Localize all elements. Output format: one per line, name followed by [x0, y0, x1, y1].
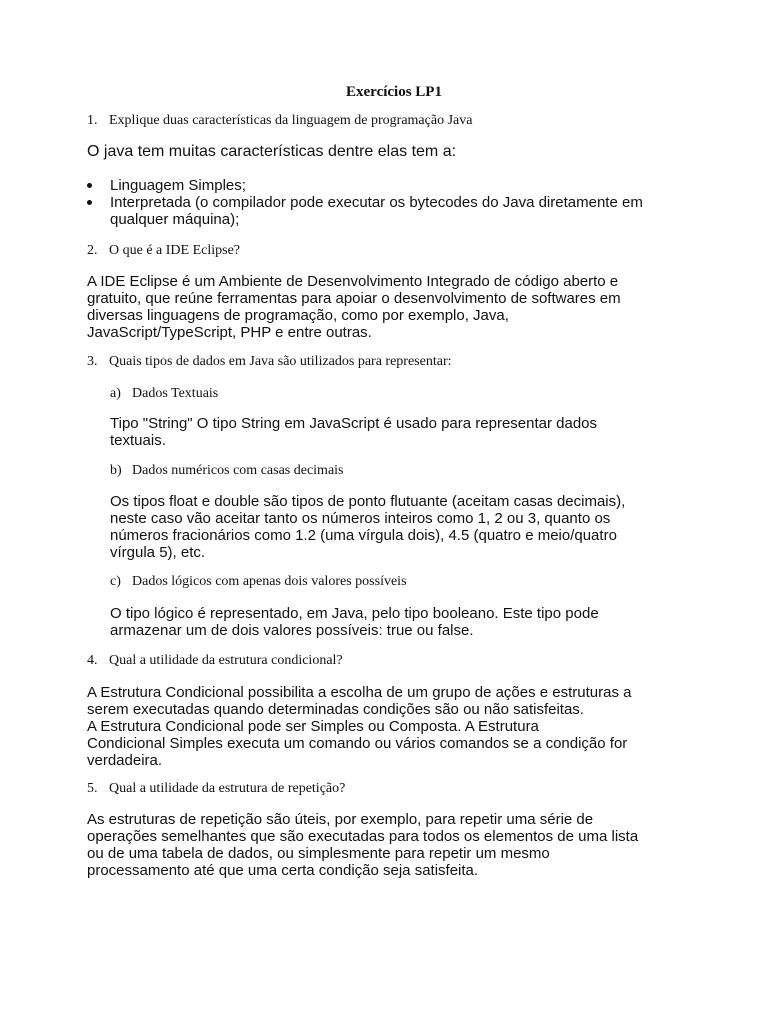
question-1-number: 1. [87, 113, 98, 128]
bullet-line: qualquer máquina); [110, 211, 240, 228]
answer-1-bullet-list [87, 177, 643, 228]
bullet-line: Interpretada (o compilador pode executar os bytecodes do Java diretamente em [110, 194, 643, 211]
answer-line: ou de uma tabela de dados, ou simplesmente para repetir um mesmo [87, 845, 550, 862]
answer-line: JavaScript/TypeScript, PHP e entre outras. [87, 324, 372, 341]
answer-line: armazenar um de dois valores possíveis: true ou false. [110, 622, 474, 639]
subquestion-3c-text: Dados lógicos com apenas dois valores possíveis [132, 574, 407, 589]
question-1 [87, 112, 472, 130]
answer-line: operações semelhantes que são executadas para todos os elementos de uma lista [87, 828, 639, 845]
question-2-text: O que é a IDE Eclipse? [109, 243, 240, 258]
question-3 [87, 353, 452, 371]
answer-1-intro: O java tem muitas características dentre elas tem a: [87, 143, 457, 160]
question-5 [87, 780, 345, 798]
subquestion-3a [110, 385, 218, 403]
answer-line: A Estrutura Condicional possibilita a escolha de um grupo de ações e estruturas a [87, 684, 632, 701]
bullet-item [87, 194, 643, 228]
question-1-text: Explique duas características da linguagem de programação Java [109, 113, 473, 128]
question-4-number: 4. [87, 653, 98, 668]
answer-line: As estruturas de repetição são úteis, por exemplo, para repetir uma série de [87, 811, 594, 828]
answer-4 [87, 684, 631, 769]
answer-3b [110, 493, 625, 561]
answer-line: serem executadas quando determinadas condições são ou não satisfeitas. [87, 701, 584, 718]
bullet-item [87, 177, 643, 194]
bullet-line: Linguagem Simples; [110, 177, 246, 194]
answer-5 [87, 811, 638, 879]
answer-line: gratuito, que reúne ferramentas para apoiar o desenvolvimento de softwares em [87, 290, 621, 307]
subquestion-3a-label: a) [110, 386, 121, 401]
subquestion-3b-text: Dados numéricos com casas decimais [132, 463, 344, 478]
answer-line: processamento até que uma certa condição seja satisfeita. [87, 862, 479, 879]
answer-line: O tipo lógico é representado, em Java, pelo tipo booleano. Este tipo pode [110, 605, 599, 622]
question-2-number: 2. [87, 243, 98, 258]
bullet-icon [87, 183, 92, 188]
subquestion-3c [110, 573, 407, 591]
answer-line: textuais. [110, 432, 166, 449]
subquestion-3b [110, 462, 344, 480]
question-4-text: Qual a utilidade da estrutura condicional? [109, 653, 343, 668]
answer-2 [87, 273, 621, 341]
answer-3c [110, 605, 599, 639]
answer-line: números fracionários como 1.2 (uma vírgula dois), 4.5 (quatro e meio/quatro [110, 527, 617, 544]
bullet-icon [87, 200, 92, 205]
answer-line: Os tipos float e double são tipos de ponto flutuante (aceitam casas decimais), [110, 493, 626, 510]
answer-line: neste caso vão aceitar tanto os números inteiros como 1, 2 ou 3, quanto os [110, 510, 611, 527]
answer-line: diversas linguagens de programação, como por exemplo, Java, [87, 307, 509, 324]
question-3-number: 3. [87, 354, 98, 369]
answer-line: Tipo "String" O tipo String em JavaScript é usado para representar dados [110, 415, 598, 432]
question-3-text: Quais tipos de dados em Java são utilizados para representar: [109, 354, 452, 369]
subquestion-3a-text: Dados Textuais [132, 386, 219, 401]
answer-line: verdadeira. [87, 752, 163, 769]
answer-line: vírgula 5), etc. [110, 544, 206, 561]
answer-line: A IDE Eclipse é um Ambiente de Desenvolvimento Integrado de código aberto e [87, 273, 619, 290]
answer-line: A Estrutura Condicional pode ser Simples ou Composta. A Estrutura [87, 718, 539, 735]
question-2 [87, 242, 240, 260]
question-4 [87, 652, 343, 670]
document-title: Exercícios LP1 [346, 84, 442, 100]
answer-line: Condicional Simples executa um comando ou vários comandos se a condição for [87, 735, 628, 752]
question-5-text: Qual a utilidade da estrutura de repetição? [109, 781, 346, 796]
question-5-number: 5. [87, 781, 98, 796]
answer-3a [110, 415, 597, 449]
subquestion-3b-label: b) [110, 463, 122, 478]
subquestion-3c-label: c) [110, 574, 121, 589]
